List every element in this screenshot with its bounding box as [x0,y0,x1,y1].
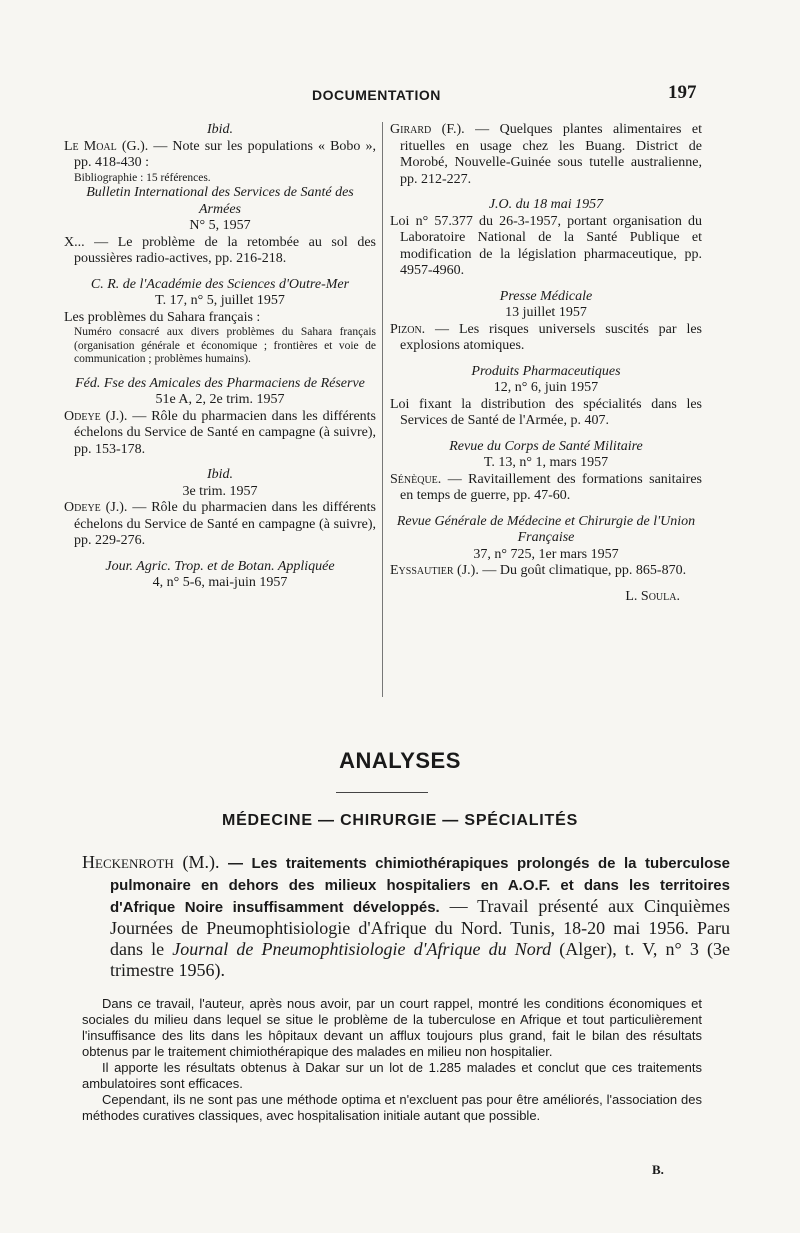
issue-line: T. 13, n° 1, mars 1957 [483,455,609,470]
journal-title: Revue Générale de Médecine et Chirurgie de l'Union Française [396,513,696,545]
reference-text: — Rôle du pharmacien dans les différents échelons du Service de Santé en campagne (à suivre), pp. 153-178. [74,408,376,457]
reference-entry: Les problèmes du Sahara français : [64,309,261,325]
author: Eyssautier (J.). [390,563,479,578]
ibid-label: Ibid. [206,467,234,482]
reference-text: — Rôle du pharmacien dans les différents échelons du Service de Santé en campagne (à suivre), pp. 229-276. [74,500,376,548]
reference-entry [390,122,702,188]
reference-entry: Loi n° 57.377 du 26-3-1957, portant organisation du Laboratoire National de la Santé Publique et modification de la législation pharmaceutique, pp. 4957-4960. [390,213,702,278]
reference-entry [64,139,376,172]
journal-title: Revue du Corps de Santé Militaire [449,438,643,454]
body-paragraph: Dans ce travail, l'auteur, après nous avoir, par un court rappel, montré les conditions économiques et sociales du milieu dans lequel se situe le problème de la tuberculose en Afrique et tout particulièrement l'insuffisance des lits dans les hôpitaux devant un afflux toujours plus grand, fait le bilan des résultats obtenus par le traitement chimiothérapique des malades en milieu non hospitalier. [82,996,702,1059]
ibid-label: Ibid. [206,122,234,137]
reference-entry [390,322,702,355]
left-column [64,122,376,592]
column-divider [382,122,383,697]
body-paragraph: Cependant, ils ne sont pas une méthode optima et n'excluent pas pour être améliorés, l'association des méthodes curatives classiques, avec hospitalisation initiale autant que possible. [82,1092,702,1123]
author: Sénèque. [390,471,442,487]
issue-line: T. 17, n° 5, juillet 1957 [155,293,285,308]
body-paragraph: Il apporte les résultats obtenus à Dakar sur un lot de 1.285 malades et conclut que ces traitements ambulatoires sont efficaces. [82,1060,702,1091]
analysis-body [82,996,702,1124]
reviewer-initial: B. [652,1162,664,1177]
reference-text: — Du goût climatique, pp. 865-870. [478,563,687,578]
issue-line: 13 juillet 1957 [505,305,587,320]
journal-title: C. R. de l'Académie des Sciences d'Outre-Mer [90,276,350,292]
reference-entry [390,563,702,580]
issue-line: N° 5, 1957 [189,218,251,233]
right-column [390,122,702,605]
section-rule [336,792,428,793]
signature: L. Soula. [625,588,680,604]
journal-title: Bulletin International des Services de Santé des Armées [86,185,354,217]
journal-title: Féd. Fse des Amicales des Pharmaciens de Réserve [75,375,365,391]
entry-title: — Les traitements chimiothérapiques prolongés de la tuberculose pulmonaire en dehors des milieux hospitaliers en A.O.F. et dans les territoires d'Afrique Noire insuffisamment développés. [110,855,730,916]
issue-line: 3e trim. 1957 [182,483,258,499]
reference-text: — Ravitaillement des formations sanitaires en temps de guerre, pp. 47-60. [400,471,702,503]
author: Le Moal (G.). [64,138,149,154]
reference-text: — Note sur les populations « Bobo », pp. 418-430 : [74,138,376,170]
issue-line: 51e A, 2, 2e trim. 1957 [155,392,285,407]
reference-entry: X... — Le problème de la retombée au sol des poussières radio-actives, pp. 216-218. [64,234,376,266]
reference-entry: Loi fixant la distribution des spécialités dans les Services de Santé de l'Armée, p. 407. [390,396,702,428]
reference-text: — Les risques universels suscités par les explosions atomiques. [400,321,702,353]
author: Pizon. [390,321,426,337]
reference-entry [64,500,376,550]
journal-title: Presse Médicale [499,288,593,304]
entry-author: Heckenroth (M.). [82,852,220,872]
entry-journal: Journal de Pneumophtisiologie d'Afrique du Nord [172,939,552,959]
analyses-heading: ANALYSES [339,748,461,773]
reference-note: Numéro consacré aux divers problèmes du Sahara français (organisation générale et économique ; frontières et voie de communication ; problèmes humains). [74,326,376,365]
issue-line: 12, n° 6, juin 1957 [493,380,599,395]
issue-line: 4, n° 5-6, mai-juin 1957 [152,575,288,590]
reference-note: Bibliographie : 15 références. [74,171,211,184]
author: Odeye (J.). [64,500,128,515]
issue-line: 37, n° 725, 1er mars 1957 [473,546,619,562]
entry-details: — Travail présenté aux Cinquièmes Journées de Pneumophtisiologie d'Afrique du Nord. Tunis, 18-20 mai 1956. Paru dans le [110,896,730,959]
analysis-entry [82,852,730,981]
section-heading: MÉDECINE — CHIRURGIE — SPÉCIALITÉS [221,812,579,829]
reference-entry [390,472,702,505]
author: Girard (F.). [390,122,465,137]
journal-title: Produits Pharmaceutiques [471,363,621,379]
page-number: 197 [668,82,697,103]
journal-title: J.O. du 18 mai 1957 [488,197,604,212]
running-header: DOCUMENTATION [312,87,441,103]
author: Odeye (J.). [64,408,128,424]
journal-title: Jour. Agric. Trop. et de Botan. Appliquée [105,558,335,574]
entry-details-end: (Alger), t. V, n° 3 (3e trimestre 1956). [110,939,731,980]
reference-text: — Quelques plantes alimentaires et rituelles en usage chez les Buang. District de Morobé, Nouvelle-Guinée sous tutelle australienne, pp. 212-227. [400,122,702,187]
reference-entry [64,409,376,459]
